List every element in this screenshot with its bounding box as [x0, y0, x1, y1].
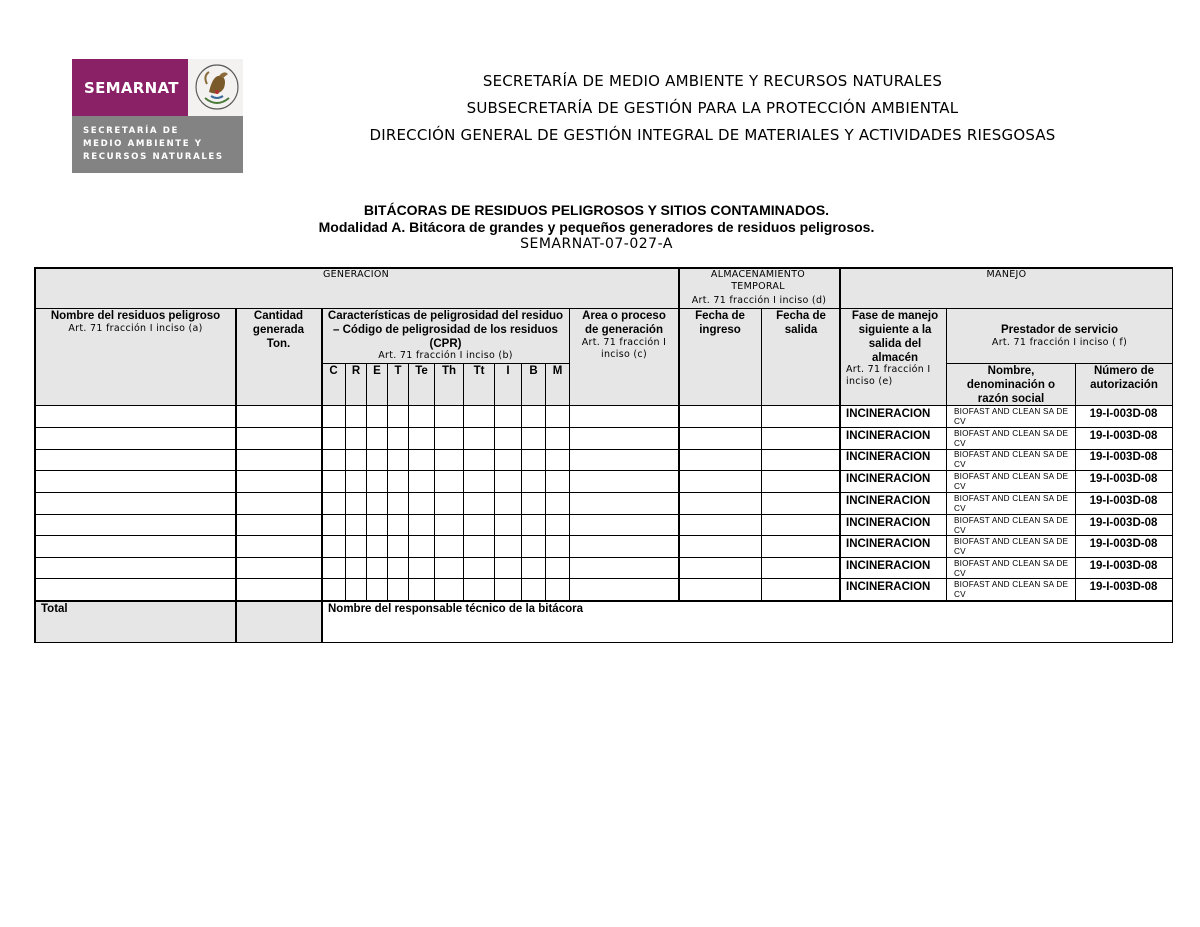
col-fecha-salida: Fecha de salida	[776, 310, 826, 336]
row-fase: INCINERACION	[846, 430, 931, 442]
logo-subtitle-line: MEDIO AMBIENTE Y	[83, 139, 203, 149]
row-autorizacion: 19-I-003D-08	[1089, 538, 1158, 550]
document-code: SEMARNAT-07-027-A	[520, 236, 673, 252]
row-fase: INCINERACION	[846, 517, 931, 529]
group-manejo: MANEJO	[986, 269, 1027, 280]
row-fase: INCINERACION	[846, 408, 931, 420]
cpr-code: Tt	[473, 365, 485, 377]
row-prestador: BIOFAST AND CLEAN SA DE CV	[954, 537, 1069, 556]
col-caracteristicas-ref: Art. 71 fracción I inciso (b)	[378, 350, 513, 361]
cpr-code: R	[351, 365, 361, 377]
row-fase: INCINERACION	[846, 581, 931, 593]
col-fase-manejo: Fase de manejo siguiente a la salida del almacén	[851, 310, 939, 364]
col-fecha-ingreso: Fecha de ingreso	[695, 310, 745, 336]
logo-subtitle	[83, 125, 224, 164]
row-prestador: BIOFAST AND CLEAN SA DE CV	[954, 407, 1069, 426]
header-subsecretaria: SUBSECRETARÍA DE GESTIÓN PARA LA PROTECCIÓN AMBIENTAL	[466, 99, 959, 117]
row-fase: INCINERACION	[846, 560, 931, 572]
row-prestador: BIOFAST AND CLEAN SA DE CV	[954, 580, 1069, 599]
row-prestador: BIOFAST AND CLEAN SA DE CV	[954, 472, 1069, 491]
row-autorizacion: 19-I-003D-08	[1089, 430, 1158, 442]
logo-subtitle-band	[72, 116, 243, 173]
row-autorizacion: 19-I-003D-08	[1089, 408, 1158, 420]
col-nombre-residuo: Nombre del residuos peligroso	[50, 310, 221, 322]
cpr-code: Te	[415, 365, 428, 377]
row-prestador: BIOFAST AND CLEAN SA DE CV	[954, 450, 1069, 469]
bitacora-table	[34, 267, 1173, 643]
col-fase-ref: Art. 71 fracción I inciso (e)	[846, 364, 931, 387]
group-almacenamiento-ref: Art. 71 fracción I inciso (d)	[691, 295, 827, 306]
row-autorizacion: 19-I-003D-08	[1089, 451, 1158, 463]
row-fase: INCINERACION	[846, 451, 931, 463]
cpr-code: I	[506, 365, 510, 377]
col-area: Area o proceso de generación	[582, 310, 666, 336]
row-autorizacion: 19-I-003D-08	[1089, 560, 1158, 572]
row-autorizacion: 19-I-003D-08	[1089, 517, 1158, 529]
row-autorizacion: 19-I-003D-08	[1089, 495, 1158, 507]
col-area-ref: Art. 71 fracción I inciso (c)	[581, 337, 667, 360]
row-fase: INCINERACION	[846, 538, 931, 550]
row-fase: INCINERACION	[846, 473, 931, 485]
header-secretaria: SECRETARÍA DE MEDIO AMBIENTE Y RECURSOS NATURALES	[482, 72, 943, 90]
group-almacenamiento: ALMACENAMIENTO TEMPORAL	[710, 269, 806, 292]
cpr-code: M	[552, 365, 563, 377]
col-numero-autorizacion: Número de autorización	[1090, 365, 1158, 391]
footer-total-label: Total	[41, 603, 68, 615]
document-title: BITÁCORAS DE RESIDUOS PELIGROSOS Y SITIOS CONTAMINADOS.	[363, 202, 830, 218]
cpr-code: C	[329, 365, 338, 377]
row-prestador: BIOFAST AND CLEAN SA DE CV	[954, 494, 1069, 513]
document-subtitle: Modalidad A. Bitácora de grandes y pequeños generadores de residuos peligrosos.	[318, 219, 875, 235]
cpr-code: T	[394, 365, 402, 377]
row-prestador: BIOFAST AND CLEAN SA DE CV	[954, 516, 1069, 535]
footer-responsable-label: Nombre del responsable técnico de la bitácora	[328, 603, 583, 615]
col-nombre-ref: Art. 71 fracción I inciso (a)	[68, 323, 203, 334]
logo-subtitle-line: RECURSOS NATURALES	[83, 152, 224, 162]
logo-subtitle-line: SECRETARÍA DE	[83, 126, 179, 136]
national-seal-icon	[193, 62, 241, 112]
row-fase: INCINERACION	[846, 495, 931, 507]
row-prestador: BIOFAST AND CLEAN SA DE CV	[954, 429, 1069, 448]
semarnat-logo	[72, 59, 243, 173]
col-prestador-nombre: Nombre, denominación o razón social	[966, 365, 1056, 405]
col-cantidad: Cantidad generada Ton.	[252, 310, 305, 350]
logo-brand-text: SEMARNAT	[84, 79, 179, 97]
row-prestador: BIOFAST AND CLEAN SA DE CV	[954, 559, 1069, 578]
cpr-code: Th	[441, 365, 457, 377]
group-generacion: GENERACIÓN	[322, 269, 390, 280]
row-autorizacion: 19-I-003D-08	[1089, 473, 1158, 485]
header-direccion: DIRECCIÓN GENERAL DE GESTIÓN INTEGRAL DE MATERIALES Y ACTIVIDADES RIESGOSAS	[369, 126, 1056, 144]
row-autorizacion: 19-I-003D-08	[1089, 581, 1158, 593]
col-caracteristicas: Características de peligrosidad del residuo – Código de peligrosidad de los residuos (CPR)	[327, 310, 564, 350]
col-prestador: Prestador de servicio	[1001, 324, 1118, 336]
col-prestador-ref: Art. 71 fracción I inciso ( f)	[991, 337, 1128, 348]
cpr-code: B	[529, 365, 538, 377]
cpr-code: E	[373, 365, 381, 377]
